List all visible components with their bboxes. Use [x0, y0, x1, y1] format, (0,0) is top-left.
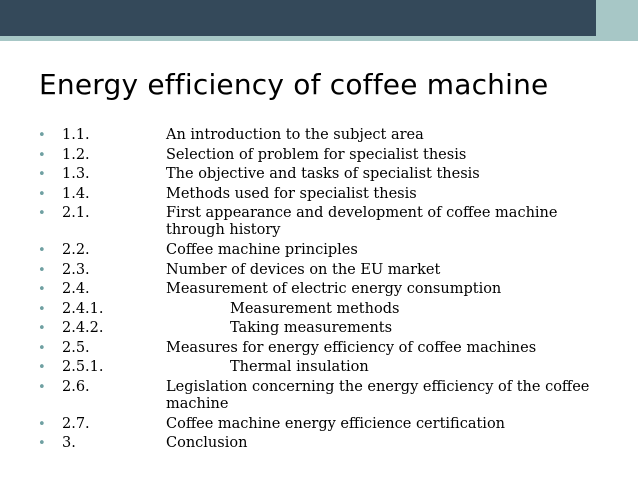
- bullet-icon: •: [38, 128, 46, 143]
- item-text: Methods used for specialist thesis: [166, 185, 417, 202]
- list-item: [38, 415, 618, 435]
- slide-title: Energy efficiency of coffee machine: [39, 68, 549, 101]
- header-accent-strip: [0, 36, 638, 41]
- item-number: 2.1.: [62, 205, 90, 221]
- bullet-icon: •: [38, 360, 46, 375]
- item-text: Measurement methods: [230, 300, 400, 317]
- item-text: First appearance and development of coffee machine through history: [166, 205, 558, 238]
- item-text: Legislation concerning the energy efficiency of the coffee machine: [166, 378, 590, 412]
- bullet-icon: •: [38, 147, 46, 163]
- item-text: Number of devices on the EU market: [166, 261, 441, 278]
- list-item: [38, 280, 618, 300]
- bullet-icon: •: [38, 167, 46, 182]
- item-number: 3.: [62, 435, 76, 451]
- item-number: 2.5.: [62, 339, 90, 356]
- header-bar: [0, 0, 638, 36]
- item-number: 2.5.1.: [62, 359, 104, 375]
- bullet-icon: •: [38, 282, 46, 297]
- item-number: 2.4.1.: [62, 300, 104, 317]
- list-item: [38, 319, 618, 339]
- item-number: 2.4.2.: [62, 320, 104, 336]
- item-number: 1.4.: [62, 185, 90, 202]
- item-number: 2.3.: [62, 261, 90, 278]
- list-item: [38, 204, 618, 241]
- item-text: Measurement of electric energy consumption: [166, 281, 502, 297]
- bullet-icon: •: [38, 186, 46, 202]
- bullet-icon: •: [38, 262, 46, 278]
- item-number: 2.7.: [62, 415, 90, 432]
- item-number: 1.3.: [62, 166, 90, 182]
- item-text: Conclusion: [166, 435, 248, 451]
- bullet-icon: •: [38, 243, 46, 258]
- item-number: 2.4.: [62, 281, 90, 297]
- bullet-icon: •: [38, 436, 46, 451]
- item-text: Coffee machine principles: [166, 242, 358, 258]
- item-text: Taking measurements: [230, 320, 393, 336]
- item-number: 2.6.: [62, 378, 90, 395]
- header-accent-block: [596, 0, 638, 36]
- list-item: [38, 126, 618, 146]
- item-text: Measures for energy efficiency of coffee machines: [166, 339, 537, 356]
- item-text: The objective and tasks of specialist thesis: [166, 166, 480, 182]
- table-of-contents: [38, 126, 618, 454]
- item-text: An introduction to the subject area: [166, 127, 424, 143]
- bullet-icon: •: [38, 206, 46, 221]
- list-item: [38, 185, 618, 205]
- list-item: [38, 339, 618, 359]
- list-item: [38, 300, 618, 320]
- list-item: [38, 261, 618, 281]
- item-number: 2.2.: [62, 242, 90, 258]
- bullet-icon: •: [38, 301, 46, 317]
- item-text: Coffee machine energy efficience certification: [166, 415, 506, 432]
- list-item: [38, 165, 618, 185]
- item-text: Selection of problem for specialist thesis: [166, 146, 467, 163]
- list-item: [38, 378, 618, 415]
- item-number: 1.1.: [62, 127, 90, 143]
- list-item: [38, 241, 618, 261]
- item-text: Thermal insulation: [230, 359, 369, 375]
- bullet-icon: •: [38, 416, 46, 432]
- bullet-icon: •: [38, 379, 46, 395]
- list-item: [38, 434, 618, 454]
- bullet-icon: •: [38, 340, 46, 356]
- list-item: [38, 358, 618, 378]
- item-number: 1.2.: [62, 146, 90, 163]
- list-item: [38, 146, 618, 166]
- bullet-icon: •: [38, 321, 46, 336]
